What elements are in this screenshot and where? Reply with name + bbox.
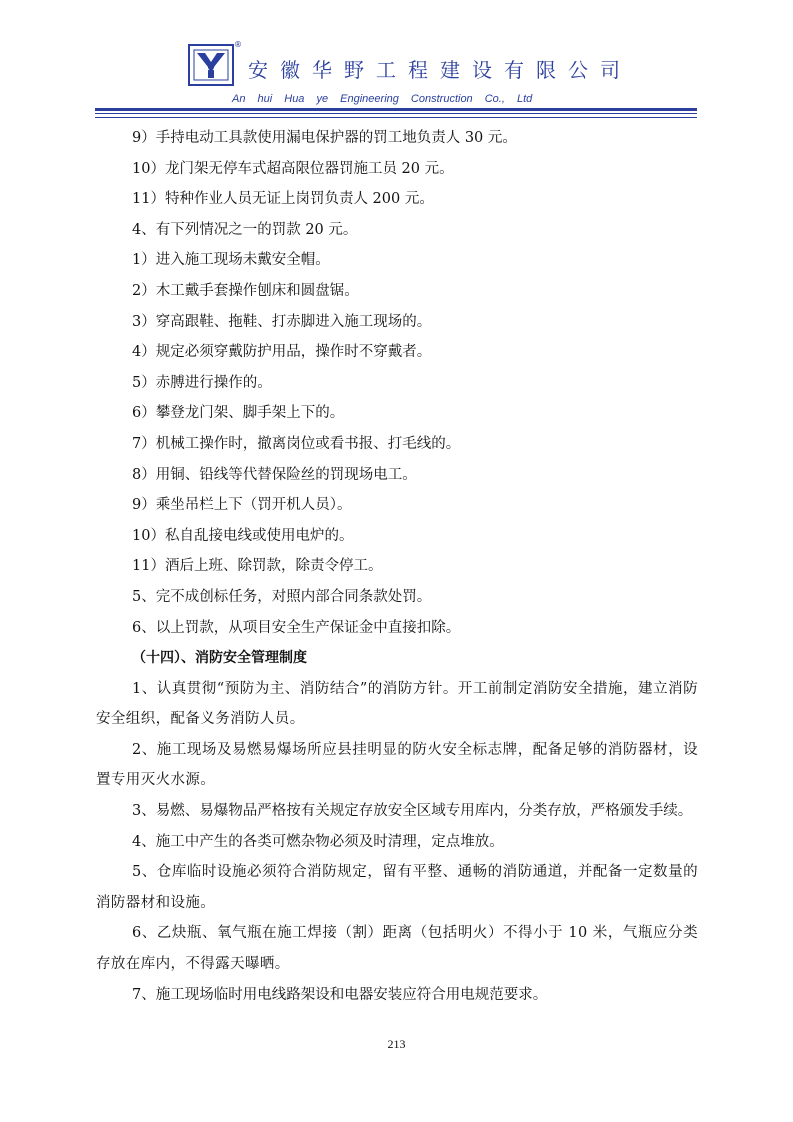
section-heading: （十四）、消防安全管理制度: [132, 650, 307, 667]
paragraph: 10）龙门架无停车式超高限位器罚施工员 20 元。: [132, 160, 454, 177]
paragraph: 9）乘坐吊栏上下（罚开机人员）。: [132, 497, 352, 514]
paragraph: 1）进入施工现场未戴安全帽。: [132, 252, 330, 269]
paragraph: 6、乙炔瓶、氧气瓶在施工焊接（割）距离（包括明火）不得小于 10 米，气瓶应分类存放在库内，不得露天曝晒。: [96, 925, 698, 973]
paragraph: 5、完不成创标任务，对照内部合同条款处罚。: [132, 588, 432, 605]
company-name-chinese: 安徽华野工程建设有限公司: [248, 58, 632, 82]
company-logo: [188, 44, 234, 86]
paragraph: 5、仓库临时设施必须符合消防规定，留有平整、通畅的消防通道，并配备一定数量的消防器材和设施。: [96, 864, 698, 911]
paragraph: 7、施工现场临时用电线路架设和电器安装应符合用电规范要求。: [132, 986, 548, 1003]
paragraph: 5）赤膊进行操作的。: [132, 374, 272, 391]
header-rule-thick: [95, 108, 697, 111]
header-rule-thin: [95, 113, 697, 114]
paragraph: 4、有下列情况之一的罚款 20 元。: [132, 221, 358, 238]
page-header: [0, 0, 793, 125]
paragraph: 4、施工中产生的各类可燃杂物必须及时清理，定点堆放。: [132, 833, 504, 850]
paragraph: 1、认真贯彻“预防为主、消防结合”的消防方针。开工前制定消防安全措施，建立消防安全组织，配备义务消防人员。: [96, 680, 698, 728]
document-body: [96, 123, 698, 1010]
paragraph: 6）攀登龙门架、脚手架上下的。: [132, 405, 345, 422]
header-rule-thin: [95, 117, 697, 118]
registered-mark: ®: [234, 40, 242, 49]
paragraph: 4）规定必须穿戴防护用品，操作时不穿戴者。: [132, 344, 432, 361]
paragraph: 7）机械工操作时，撤离岗位或看书报、打毛线的。: [132, 435, 461, 452]
paragraph: 8）用铜、铅线等代替保险丝的罚现场电工。: [132, 466, 417, 483]
paragraph: 2、施工现场及易燃易爆场所应县挂明显的防火安全标志牌，配备足够的消防器材，设置专用灭火水源。: [96, 741, 698, 789]
paragraph: 11）特种作业人员无证上岗罚负责人 200 元。: [132, 191, 434, 208]
page-number: 213: [387, 1037, 406, 1051]
paragraph: 3）穿高跟鞋、拖鞋、打赤脚进入施工现场的。: [132, 313, 432, 330]
company-name-english: An hui Hua ye Engineering Construction Co., Ltd: [232, 93, 533, 105]
paragraph: 11）酒后上班、除罚款，除责令停工。: [132, 558, 383, 575]
paragraph: 2）木工戴手套操作刨床和圆盘锯。: [132, 282, 359, 299]
logo-y-icon: [192, 48, 230, 82]
paragraph: 10）私自乱接电线或使用电炉的。: [132, 527, 354, 544]
paragraph: 9）手持电动工具款使用漏电保护器的罚工地负责人 30 元。: [132, 130, 517, 146]
paragraph: 6、以上罚款，从项目安全生产保证金中直接扣除。: [132, 619, 461, 636]
paragraph: 3、易燃、易爆物品严格按有关规定存放安全区域专用库内，分类存放，严格颁发手续。: [132, 803, 693, 820]
